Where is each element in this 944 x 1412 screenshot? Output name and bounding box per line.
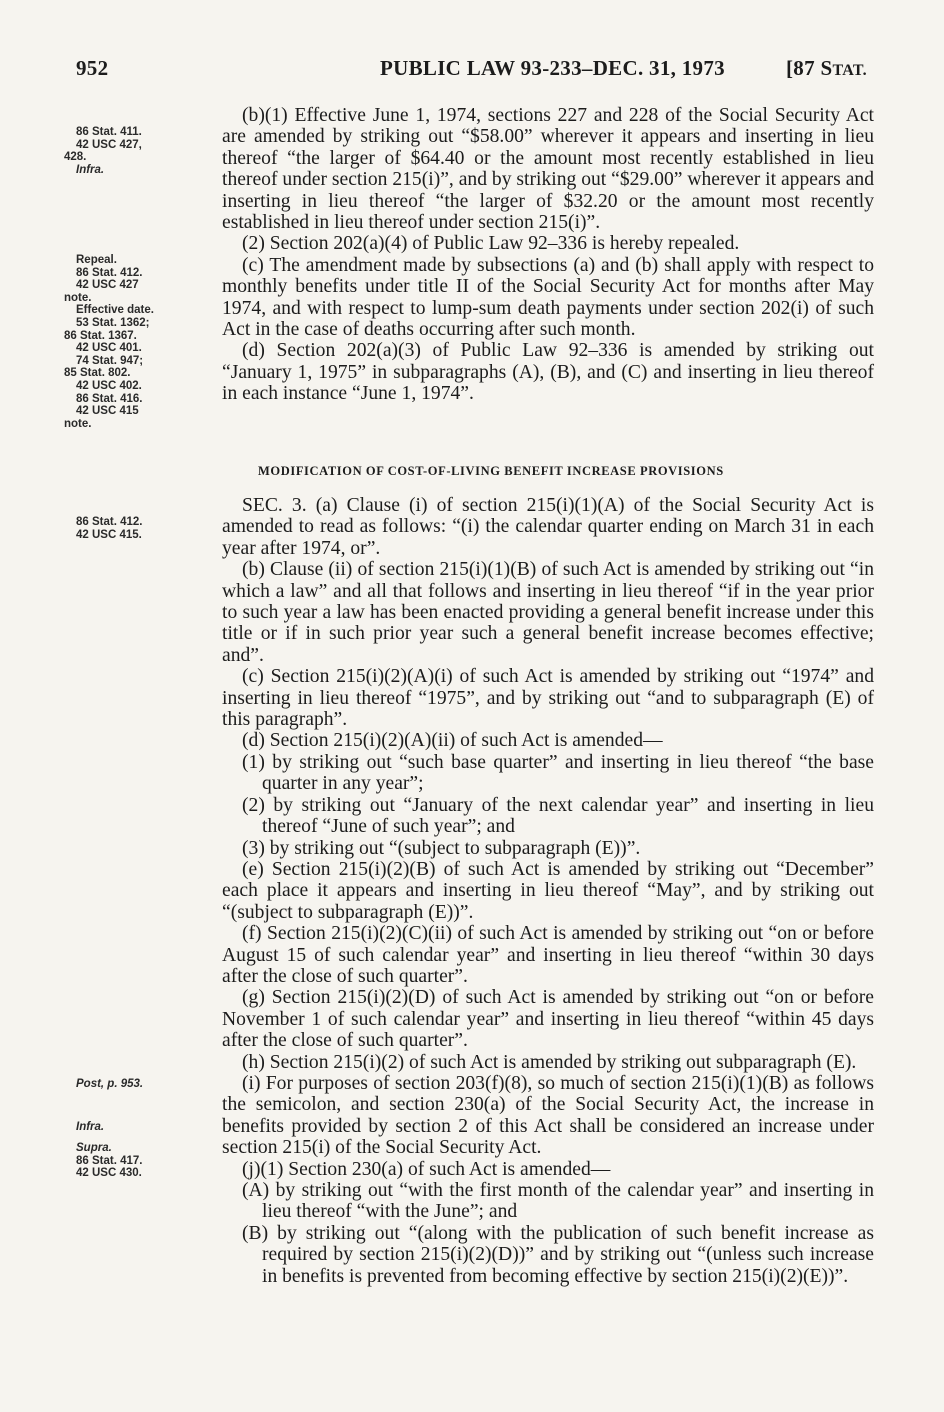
margin-note-line: 428. [64, 151, 87, 164]
paragraph: (c) Section 215(i)(2)(A)(i) of such Act is amended by striking out “1974” and inserting in lieu thereof “1975”, and by striking out “and to subparagraph (E) of this paragraph”. [222, 666, 874, 731]
paragraph: (e) Section 215(i)(2)(B) of such Act is amended by striking out “December” each place it appears and inserting in lieu thereof “May”, and by striking out “(subject to subparagraph (E))”. [222, 858, 874, 923]
paragraph: (g) Section 215(i)(2)(D) of such Act is amended by striking out “on or before November 1 of such calendar year” and inserting in lieu thereof “within 45 days after the close of such quarter”. [222, 987, 874, 1052]
margin-note-line: Repeal. [76, 254, 117, 266]
text-block-1 [222, 105, 874, 405]
running-title: PUBLIC LAW 93-233–DEC. 31, 1973 [380, 56, 725, 80]
paragraph: (A) by striking out “with the first month of the calendar year” and inserting in lieu thereof “with the June”; and [242, 1180, 874, 1223]
paragraph: (i) For purposes of section 203(f)(8), so much of section 215(i)(1)(B) as follows the semicolon, and section 230(a) of the Social Security Act, the increase in benefits provided by section 2 of this Act shall be considered an increase under section 215(i) of the Social Security Act. [222, 1072, 874, 1159]
paragraph: (h) Section 215(i)(2) of such Act is amended by striking out subparagraph (E). [242, 1051, 857, 1073]
margin-note-line: 42 USC 415 [76, 405, 139, 418]
margin-note-line: 86 Stat. 417. [76, 1154, 143, 1167]
paragraph: (B) by striking out “(along with the publication of such benefit increase as required by section 215(i)(2)(D))” and by striking out “(unless such increase in benefits is prevented from becoming effective by section 215(i)(2)(E))”. [242, 1222, 874, 1287]
margin-note-line: 86 Stat. 1367. [64, 329, 137, 342]
margin-note-line: Effective date. [76, 304, 154, 317]
margin-note-line: note. [64, 291, 92, 304]
margin-note [64, 1078, 143, 1091]
margin-note-line: 42 USC 415. [76, 528, 142, 541]
margin-note-line: Supra. [76, 1142, 112, 1154]
margin-note [64, 516, 142, 541]
paragraph: (2) Section 202(a)(4) of Public Law 92–336 is hereby repealed. [242, 233, 740, 255]
margin-note [64, 254, 154, 430]
margin-note-line: note. [64, 417, 92, 430]
paragraph: (1) by striking out “such base quarter” and inserting in lieu thereof “the base quarter in any year”; [242, 751, 874, 795]
paragraph: (b)(1) Effective June 1, 1974, sections 227 and 228 of the Social Security Act are amended by striking out “$58.00” wherever it appears and inserting in lieu thereof “the larger of $64.40 or the amount most recently established in lieu thereof under section 215(i)”, and by striking out “$29.00” wherever it appears and inserting in lieu thereof “the larger of $32.20 or the amount most recently established in lieu thereof under section 215(i)”. [222, 105, 874, 234]
paragraph: (d) Section 215(i)(2)(A)(ii) of such Act is amended— [242, 730, 663, 752]
margin-note-line: 53 Stat. 1362; [76, 316, 150, 329]
margin-note-line: 86 Stat. 416. [76, 392, 143, 405]
paragraph: (2) by striking out “January of the next calendar year” and inserting in lieu thereof “June of such year”; and [242, 794, 874, 838]
margin-note-line: 86 Stat. 412. [76, 516, 143, 528]
margin-note-line: 86 Stat. 412. [76, 266, 143, 279]
margin-note-line: Infra. [76, 1121, 105, 1133]
margin-note [64, 126, 142, 176]
paragraph: (c) The amendment made by subsections (a) and (b) shall apply with respect to monthly benefits under title II of the Social Security Act for months after May 1974, and with respect to lump-sum death payments under section 202(i) of such Act in the case of deaths occurring after such month. [222, 254, 874, 341]
paragraph: SEC. 3. (a) Clause (i) of section 215(i)(1)(A) of the Social Security Act is amended to read as follows: “(i) the calendar quarter ending on March 31 in each year after 1974, or”. [222, 495, 874, 559]
margin-note-line: 86 Stat. 411. [76, 126, 142, 138]
margin-note-line: 42 USC 401. [76, 342, 142, 355]
volume-small-caps: TAT. [832, 62, 867, 79]
volume-reference [786, 56, 867, 81]
text-block-2 [222, 495, 874, 1287]
margin-note-line: 42 USC 402. [76, 379, 142, 392]
volume-open: [87 S [786, 56, 833, 80]
margin-note-line: Infra. [76, 163, 105, 176]
paragraph: (j)(1) Section 230(a) of such Act is amended— [242, 1158, 611, 1180]
paragraph: (d) Section 202(a)(3) of Public Law 92–336 is amended by striking out “January 1, 1975” in subparagraphs (A), (B), and (C) and inserting in lieu thereof in each instance “June 1, 1974”. [222, 340, 874, 405]
paragraph: (f) Section 215(i)(2)(C)(ii) of such Act is amended by striking out “on or before August 15 of such calendar year” and inserting in lieu thereof “within 30 days after the close of such quarter”. [222, 923, 874, 987]
margin-note [64, 1121, 104, 1134]
page-number: 952 [76, 56, 109, 80]
margin-note-line: 42 USC 427, [76, 138, 142, 151]
margin-note-line: Post, p. 953. [76, 1078, 144, 1090]
section-heading: MODIFICATION OF COST-OF-LIVING BENEFIT INCREASE PROVISIONS [258, 464, 724, 478]
paragraph: (b) Clause (ii) of section 215(i)(1)(B) of such Act is amended by striking out “in which a law” and all that follows and inserting in lieu thereof “if in the year prior to such year a law has been enacted providing a general benefit increase under this title or if in such prior year such a general benefit increase becomes effective; and”. [222, 559, 874, 666]
margin-note-line: 85 Stat. 802. [64, 367, 131, 380]
margin-note-line: 42 USC 430. [76, 1167, 142, 1180]
margin-note-line: 74 Stat. 947; [76, 354, 144, 367]
paragraph: (3) by striking out “(subject to subparagraph (E))”. [242, 837, 641, 859]
margin-note [64, 1142, 142, 1180]
margin-note-line: 42 USC 427 [76, 279, 139, 292]
